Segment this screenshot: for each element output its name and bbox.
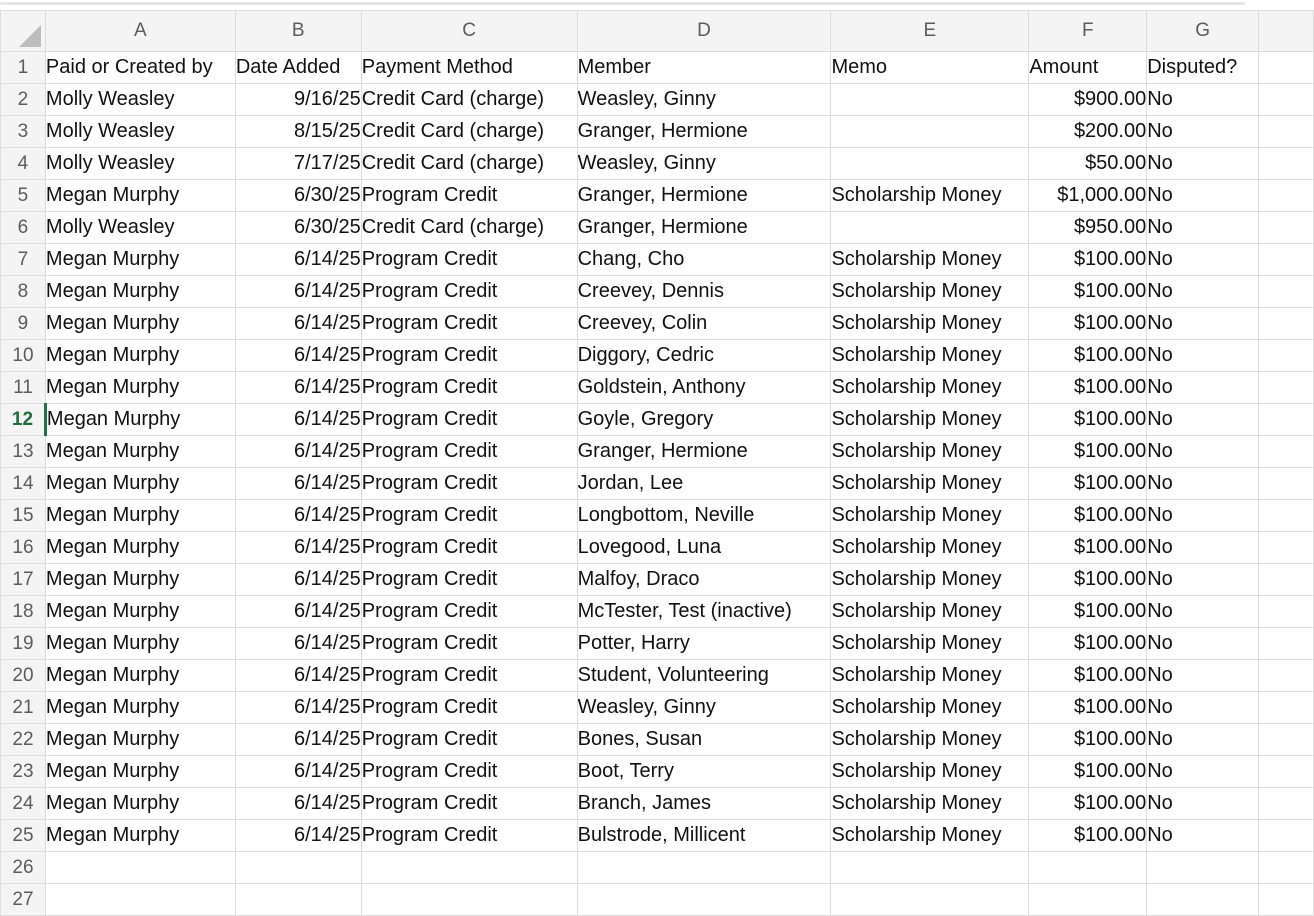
cell-e3[interactable] xyxy=(831,116,1029,148)
cell-f15[interactable]: $100.00 xyxy=(1029,500,1147,532)
cell-a6[interactable]: Molly Weasley xyxy=(45,212,235,244)
scroll-track xyxy=(0,2,1245,5)
cell-b25[interactable]: 6/14/25 xyxy=(235,820,361,852)
cell-f17[interactable]: $100.00 xyxy=(1029,564,1147,596)
cell-h18[interactable] xyxy=(1259,596,1314,628)
row-header[interactable]: 1 xyxy=(1,52,46,84)
cell-e27[interactable] xyxy=(831,884,1029,916)
row-header[interactable]: 5 xyxy=(1,180,46,212)
cell-c8[interactable]: Program Credit xyxy=(361,276,577,308)
cell-h22[interactable] xyxy=(1259,724,1314,756)
cell-h7[interactable] xyxy=(1259,244,1314,276)
row-header[interactable]: 4 xyxy=(1,148,46,180)
cell-e1[interactable]: Memo xyxy=(831,52,1029,84)
cell-g9[interactable]: No xyxy=(1147,308,1259,340)
cell-b20[interactable]: 6/14/25 xyxy=(235,660,361,692)
table-row xyxy=(1,532,1314,564)
cell-c22[interactable]: Program Credit xyxy=(361,724,577,756)
cell-b23[interactable]: 6/14/25 xyxy=(235,756,361,788)
cell-g4[interactable]: No xyxy=(1147,148,1259,180)
cell-f26[interactable] xyxy=(1029,852,1147,884)
cell-c15[interactable]: Program Credit xyxy=(361,500,577,532)
cell-e2[interactable] xyxy=(831,84,1029,116)
row-header[interactable]: 21 xyxy=(1,692,46,724)
column-header-e[interactable]: E xyxy=(831,11,1029,52)
cell-b27[interactable] xyxy=(235,884,361,916)
cell-g13[interactable]: No xyxy=(1147,436,1259,468)
cell-a24[interactable]: Megan Murphy xyxy=(45,788,235,820)
cell-g12[interactable]: No xyxy=(1147,404,1259,436)
cell-a21[interactable]: Megan Murphy xyxy=(45,692,235,724)
cell-a22[interactable]: Megan Murphy xyxy=(45,724,235,756)
cell-g10[interactable]: No xyxy=(1147,340,1259,372)
cell-g16[interactable]: No xyxy=(1147,532,1259,564)
cell-h19[interactable] xyxy=(1259,628,1314,660)
cell-f18[interactable]: $100.00 xyxy=(1029,596,1147,628)
cell-c26[interactable] xyxy=(361,852,577,884)
cell-h21[interactable] xyxy=(1259,692,1314,724)
table-row xyxy=(1,564,1314,596)
cell-d4[interactable]: Weasley, Ginny xyxy=(577,148,831,180)
cell-d16[interactable]: Lovegood, Luna xyxy=(577,532,831,564)
cell-a11[interactable]: Megan Murphy xyxy=(45,372,235,404)
cell-a9[interactable]: Megan Murphy xyxy=(45,308,235,340)
cell-f22[interactable]: $100.00 xyxy=(1029,724,1147,756)
cell-b14[interactable]: 6/14/25 xyxy=(235,468,361,500)
cell-b26[interactable] xyxy=(235,852,361,884)
table-row xyxy=(1,372,1314,404)
cell-e5[interactable]: Scholarship Money xyxy=(831,180,1029,212)
table-row xyxy=(1,724,1314,756)
table-row xyxy=(1,180,1314,212)
cell-c5[interactable]: Program Credit xyxy=(361,180,577,212)
cell-f13[interactable]: $100.00 xyxy=(1029,436,1147,468)
table-row xyxy=(1,596,1314,628)
cell-f14[interactable]: $100.00 xyxy=(1029,468,1147,500)
cell-c6[interactable]: Credit Card (charge) xyxy=(361,212,577,244)
cell-f4[interactable]: $50.00 xyxy=(1029,148,1147,180)
cell-d24[interactable]: Branch, James xyxy=(577,788,831,820)
cell-d11[interactable]: Goldstein, Anthony xyxy=(577,372,831,404)
cell-c7[interactable]: Program Credit xyxy=(361,244,577,276)
cell-b22[interactable]: 6/14/25 xyxy=(235,724,361,756)
cell-g8[interactable]: No xyxy=(1147,276,1259,308)
row-header[interactable]: 7 xyxy=(1,244,46,276)
cell-g23[interactable]: No xyxy=(1147,756,1259,788)
cell-c24[interactable]: Program Credit xyxy=(361,788,577,820)
cell-h12[interactable] xyxy=(1259,404,1314,436)
cell-d6[interactable]: Granger, Hermione xyxy=(577,212,831,244)
cell-g5[interactable]: No xyxy=(1147,180,1259,212)
row-header[interactable]: 26 xyxy=(1,852,46,884)
cell-a23[interactable]: Megan Murphy xyxy=(45,756,235,788)
cell-e14[interactable]: Scholarship Money xyxy=(831,468,1029,500)
cell-d2[interactable]: Weasley, Ginny xyxy=(577,84,831,116)
cell-h26[interactable] xyxy=(1259,852,1314,884)
cell-h27[interactable] xyxy=(1259,884,1314,916)
cell-g19[interactable]: No xyxy=(1147,628,1259,660)
cell-f7[interactable]: $100.00 xyxy=(1029,244,1147,276)
cell-b7[interactable]: 6/14/25 xyxy=(235,244,361,276)
cell-a16[interactable]: Megan Murphy xyxy=(45,532,235,564)
cell-c1[interactable]: Payment Method xyxy=(361,52,577,84)
table-row xyxy=(1,212,1314,244)
cell-c17[interactable]: Program Credit xyxy=(361,564,577,596)
cell-b4[interactable]: 7/17/25 xyxy=(235,148,361,180)
select-all-triangle-icon xyxy=(19,25,41,47)
cell-h20[interactable] xyxy=(1259,660,1314,692)
cell-c12[interactable]: Program Credit xyxy=(361,404,577,436)
table-row xyxy=(1,500,1314,532)
row-header[interactable]: 19 xyxy=(1,628,46,660)
cell-g22[interactable]: No xyxy=(1147,724,1259,756)
cell-d26[interactable] xyxy=(577,852,831,884)
cell-b19[interactable]: 6/14/25 xyxy=(235,628,361,660)
cell-b2[interactable]: 9/16/25 xyxy=(235,84,361,116)
cell-b8[interactable]: 6/14/25 xyxy=(235,276,361,308)
cell-c25[interactable]: Program Credit xyxy=(361,820,577,852)
cell-a5[interactable]: Megan Murphy xyxy=(45,180,235,212)
cell-c4[interactable]: Credit Card (charge) xyxy=(361,148,577,180)
cell-h13[interactable] xyxy=(1259,436,1314,468)
row-header[interactable]: 9 xyxy=(1,308,46,340)
cell-a10[interactable]: Megan Murphy xyxy=(45,340,235,372)
cell-e17[interactable]: Scholarship Money xyxy=(831,564,1029,596)
cell-c20[interactable]: Program Credit xyxy=(361,660,577,692)
cell-g15[interactable]: No xyxy=(1147,500,1259,532)
cell-h17[interactable] xyxy=(1259,564,1314,596)
cell-g24[interactable]: No xyxy=(1147,788,1259,820)
row-header[interactable]: 10 xyxy=(1,340,46,372)
cell-b10[interactable]: 6/14/25 xyxy=(235,340,361,372)
cell-f25[interactable]: $100.00 xyxy=(1029,820,1147,852)
cell-d17[interactable]: Malfoy, Draco xyxy=(577,564,831,596)
cell-d27[interactable] xyxy=(577,884,831,916)
cell-c3[interactable]: Credit Card (charge) xyxy=(361,116,577,148)
cell-h24[interactable] xyxy=(1259,788,1314,820)
cell-e23[interactable]: Scholarship Money xyxy=(831,756,1029,788)
cell-a27[interactable] xyxy=(45,884,235,916)
row-header[interactable]: 2 xyxy=(1,84,46,116)
table-row xyxy=(1,628,1314,660)
cell-e19[interactable]: Scholarship Money xyxy=(831,628,1029,660)
cell-g11[interactable]: No xyxy=(1147,372,1259,404)
cell-h4[interactable] xyxy=(1259,148,1314,180)
cell-f3[interactable]: $200.00 xyxy=(1029,116,1147,148)
cell-e13[interactable]: Scholarship Money xyxy=(831,436,1029,468)
row-header[interactable]: 23 xyxy=(1,756,46,788)
cell-e22[interactable]: Scholarship Money xyxy=(831,724,1029,756)
cell-a7[interactable]: Megan Murphy xyxy=(45,244,235,276)
column-header-g[interactable]: G xyxy=(1147,11,1259,52)
cell-c14[interactable]: Program Credit xyxy=(361,468,577,500)
cell-e8[interactable]: Scholarship Money xyxy=(831,276,1029,308)
cell-e9[interactable]: Scholarship Money xyxy=(831,308,1029,340)
row-header[interactable]: 27 xyxy=(1,884,46,916)
cell-c9[interactable]: Program Credit xyxy=(361,308,577,340)
cell-g3[interactable]: No xyxy=(1147,116,1259,148)
cell-c13[interactable]: Program Credit xyxy=(361,436,577,468)
cell-f23[interactable]: $100.00 xyxy=(1029,756,1147,788)
table-row xyxy=(1,276,1314,308)
cell-e15[interactable]: Scholarship Money xyxy=(831,500,1029,532)
cell-d12[interactable]: Goyle, Gregory xyxy=(577,404,831,436)
table-row xyxy=(1,692,1314,724)
row-header[interactable]: 6 xyxy=(1,212,46,244)
cell-g18[interactable]: No xyxy=(1147,596,1259,628)
cell-b13[interactable]: 6/14/25 xyxy=(235,436,361,468)
cell-h10[interactable] xyxy=(1259,340,1314,372)
column-header-d[interactable]: D xyxy=(577,11,831,52)
cell-d19[interactable]: Potter, Harry xyxy=(577,628,831,660)
cell-a8[interactable]: Megan Murphy xyxy=(45,276,235,308)
row-header[interactable]: 25 xyxy=(1,820,46,852)
cell-a17[interactable]: Megan Murphy xyxy=(45,564,235,596)
cell-a13[interactable]: Megan Murphy xyxy=(45,436,235,468)
column-header-b[interactable]: B xyxy=(235,11,361,52)
row-header[interactable]: 22 xyxy=(1,724,46,756)
cell-d10[interactable]: Diggory, Cedric xyxy=(577,340,831,372)
cell-d5[interactable]: Granger, Hermione xyxy=(577,180,831,212)
cell-h23[interactable] xyxy=(1259,756,1314,788)
cell-c21[interactable]: Program Credit xyxy=(361,692,577,724)
table-row xyxy=(1,84,1314,116)
cell-e25[interactable]: Scholarship Money xyxy=(831,820,1029,852)
cell-a2[interactable]: Molly Weasley xyxy=(45,84,235,116)
cell-b5[interactable]: 6/30/25 xyxy=(235,180,361,212)
table-row xyxy=(1,436,1314,468)
cell-e18[interactable]: Scholarship Money xyxy=(831,596,1029,628)
cell-d1[interactable]: Member xyxy=(577,52,831,84)
cell-a14[interactable]: Megan Murphy xyxy=(45,468,235,500)
row-header[interactable]: 3 xyxy=(1,116,46,148)
cell-d23[interactable]: Boot, Terry xyxy=(577,756,831,788)
cell-e12[interactable]: Scholarship Money xyxy=(831,404,1029,436)
cell-f20[interactable]: $100.00 xyxy=(1029,660,1147,692)
cell-b6[interactable]: 6/30/25 xyxy=(235,212,361,244)
cell-b24[interactable]: 6/14/25 xyxy=(235,788,361,820)
row-header[interactable]: 24 xyxy=(1,788,46,820)
cell-c23[interactable]: Program Credit xyxy=(361,756,577,788)
row-header[interactable]: 11 xyxy=(1,372,46,404)
cell-a26[interactable] xyxy=(45,852,235,884)
cell-g1[interactable]: Disputed? xyxy=(1147,52,1259,84)
cell-c19[interactable]: Program Credit xyxy=(361,628,577,660)
cell-h11[interactable] xyxy=(1259,372,1314,404)
column-header-h-partial[interactable] xyxy=(1259,11,1314,52)
cell-g2[interactable]: No xyxy=(1147,84,1259,116)
row-header[interactable]: 17 xyxy=(1,564,46,596)
cell-f19[interactable]: $100.00 xyxy=(1029,628,1147,660)
cell-d22[interactable]: Bones, Susan xyxy=(577,724,831,756)
cell-e6[interactable] xyxy=(831,212,1029,244)
column-header-a[interactable]: A xyxy=(45,11,235,52)
cell-h1[interactable] xyxy=(1259,52,1314,84)
cell-b16[interactable]: 6/14/25 xyxy=(235,532,361,564)
cell-a19[interactable]: Megan Murphy xyxy=(45,628,235,660)
cell-h16[interactable] xyxy=(1259,532,1314,564)
cell-g26[interactable] xyxy=(1147,852,1259,884)
cell-c16[interactable]: Program Credit xyxy=(361,532,577,564)
table-row xyxy=(1,756,1314,788)
table-row xyxy=(1,660,1314,692)
cell-f2[interactable]: $900.00 xyxy=(1029,84,1147,116)
table-row xyxy=(1,244,1314,276)
cell-e7[interactable]: Scholarship Money xyxy=(831,244,1029,276)
cell-g25[interactable]: No xyxy=(1147,820,1259,852)
cell-d8[interactable]: Creevey, Dennis xyxy=(577,276,831,308)
cell-b11[interactable]: 6/14/25 xyxy=(235,372,361,404)
row-header[interactable]: 18 xyxy=(1,596,46,628)
table-row xyxy=(1,820,1314,852)
select-all-corner[interactable] xyxy=(1,11,46,52)
cell-d13[interactable]: Granger, Hermione xyxy=(577,436,831,468)
table-row xyxy=(1,340,1314,372)
cell-d15[interactable]: Longbottom, Neville xyxy=(577,500,831,532)
cell-b21[interactable]: 6/14/25 xyxy=(235,692,361,724)
column-header-f[interactable]: F xyxy=(1029,11,1147,52)
cell-g27[interactable] xyxy=(1147,884,1259,916)
cell-f6[interactable]: $950.00 xyxy=(1029,212,1147,244)
table-row xyxy=(1,468,1314,500)
cell-g6[interactable]: No xyxy=(1147,212,1259,244)
cell-g17[interactable]: No xyxy=(1147,564,1259,596)
table-row xyxy=(1,148,1314,180)
cell-b17[interactable]: 6/14/25 xyxy=(235,564,361,596)
cell-a18[interactable]: Megan Murphy xyxy=(45,596,235,628)
cell-d9[interactable]: Creevey, Colin xyxy=(577,308,831,340)
cell-h14[interactable] xyxy=(1259,468,1314,500)
row-header[interactable]: 12 xyxy=(1,404,46,436)
cell-h8[interactable] xyxy=(1259,276,1314,308)
cell-b3[interactable]: 8/15/25 xyxy=(235,116,361,148)
cell-d7[interactable]: Chang, Cho xyxy=(577,244,831,276)
cell-f10[interactable]: $100.00 xyxy=(1029,340,1147,372)
cell-b9[interactable]: 6/14/25 xyxy=(235,308,361,340)
table-row xyxy=(1,308,1314,340)
cell-e26[interactable] xyxy=(831,852,1029,884)
cell-h6[interactable] xyxy=(1259,212,1314,244)
cell-f24[interactable]: $100.00 xyxy=(1029,788,1147,820)
cell-c2[interactable]: Credit Card (charge) xyxy=(361,84,577,116)
cell-g21[interactable]: No xyxy=(1147,692,1259,724)
cell-e16[interactable]: Scholarship Money xyxy=(831,532,1029,564)
cell-b12[interactable]: 6/14/25 xyxy=(235,404,361,436)
cell-f12[interactable]: $100.00 xyxy=(1029,404,1147,436)
table-row xyxy=(1,404,1314,436)
cell-f9[interactable]: $100.00 xyxy=(1029,308,1147,340)
table-row xyxy=(1,788,1314,820)
cell-h5[interactable] xyxy=(1259,180,1314,212)
cell-f8[interactable]: $100.00 xyxy=(1029,276,1147,308)
cell-e11[interactable]: Scholarship Money xyxy=(831,372,1029,404)
row-header[interactable]: 15 xyxy=(1,500,46,532)
cell-f5[interactable]: $1,000.00 xyxy=(1029,180,1147,212)
cell-e20[interactable]: Scholarship Money xyxy=(831,660,1029,692)
cell-f16[interactable]: $100.00 xyxy=(1029,532,1147,564)
column-header-c[interactable]: C xyxy=(361,11,577,52)
cell-d25[interactable]: Bulstrode, Millicent xyxy=(577,820,831,852)
cell-a15[interactable]: Megan Murphy xyxy=(45,500,235,532)
cell-g20[interactable]: No xyxy=(1147,660,1259,692)
cell-c27[interactable] xyxy=(361,884,577,916)
cell-a3[interactable]: Molly Weasley xyxy=(45,116,235,148)
cell-a20[interactable]: Megan Murphy xyxy=(45,660,235,692)
cell-a25[interactable]: Megan Murphy xyxy=(45,820,235,852)
cell-a1[interactable]: Paid or Created by xyxy=(45,52,235,84)
table-row xyxy=(1,852,1314,884)
cell-h3[interactable] xyxy=(1259,116,1314,148)
spreadsheet-grid xyxy=(0,10,1314,916)
cell-c10[interactable]: Program Credit xyxy=(361,340,577,372)
cell-d18[interactable]: McTester, Test (inactive) xyxy=(577,596,831,628)
table-row xyxy=(1,52,1314,84)
cell-a12[interactable]: Megan Murphy xyxy=(45,404,235,436)
cell-f1[interactable]: Amount xyxy=(1029,52,1147,84)
cell-h9[interactable] xyxy=(1259,308,1314,340)
table-row xyxy=(1,884,1314,916)
row-header[interactable]: 8 xyxy=(1,276,46,308)
cell-e4[interactable] xyxy=(831,148,1029,180)
cell-h15[interactable] xyxy=(1259,500,1314,532)
cell-c18[interactable]: Program Credit xyxy=(361,596,577,628)
cell-f27[interactable] xyxy=(1029,884,1147,916)
row-header[interactable]: 20 xyxy=(1,660,46,692)
grid-body xyxy=(1,52,1314,916)
cell-d14[interactable]: Jordan, Lee xyxy=(577,468,831,500)
table-row xyxy=(1,116,1314,148)
cell-g14[interactable]: No xyxy=(1147,468,1259,500)
row-header[interactable]: 16 xyxy=(1,532,46,564)
row-header[interactable]: 14 xyxy=(1,468,46,500)
cell-b15[interactable]: 6/14/25 xyxy=(235,500,361,532)
cell-a4[interactable]: Molly Weasley xyxy=(45,148,235,180)
cell-g7[interactable]: No xyxy=(1147,244,1259,276)
cell-e10[interactable]: Scholarship Money xyxy=(831,340,1029,372)
cell-h25[interactable] xyxy=(1259,820,1314,852)
cell-e24[interactable]: Scholarship Money xyxy=(831,788,1029,820)
cell-c11[interactable]: Program Credit xyxy=(361,372,577,404)
cell-e21[interactable]: Scholarship Money xyxy=(831,692,1029,724)
row-header[interactable]: 13 xyxy=(1,436,46,468)
cell-d21[interactable]: Weasley, Ginny xyxy=(577,692,831,724)
cell-b18[interactable]: 6/14/25 xyxy=(235,596,361,628)
cell-h2[interactable] xyxy=(1259,84,1314,116)
cell-d3[interactable]: Granger, Hermione xyxy=(577,116,831,148)
cell-f21[interactable]: $100.00 xyxy=(1029,692,1147,724)
cell-d20[interactable]: Student, Volunteering xyxy=(577,660,831,692)
cell-b1[interactable]: Date Added xyxy=(235,52,361,84)
cell-f11[interactable]: $100.00 xyxy=(1029,372,1147,404)
